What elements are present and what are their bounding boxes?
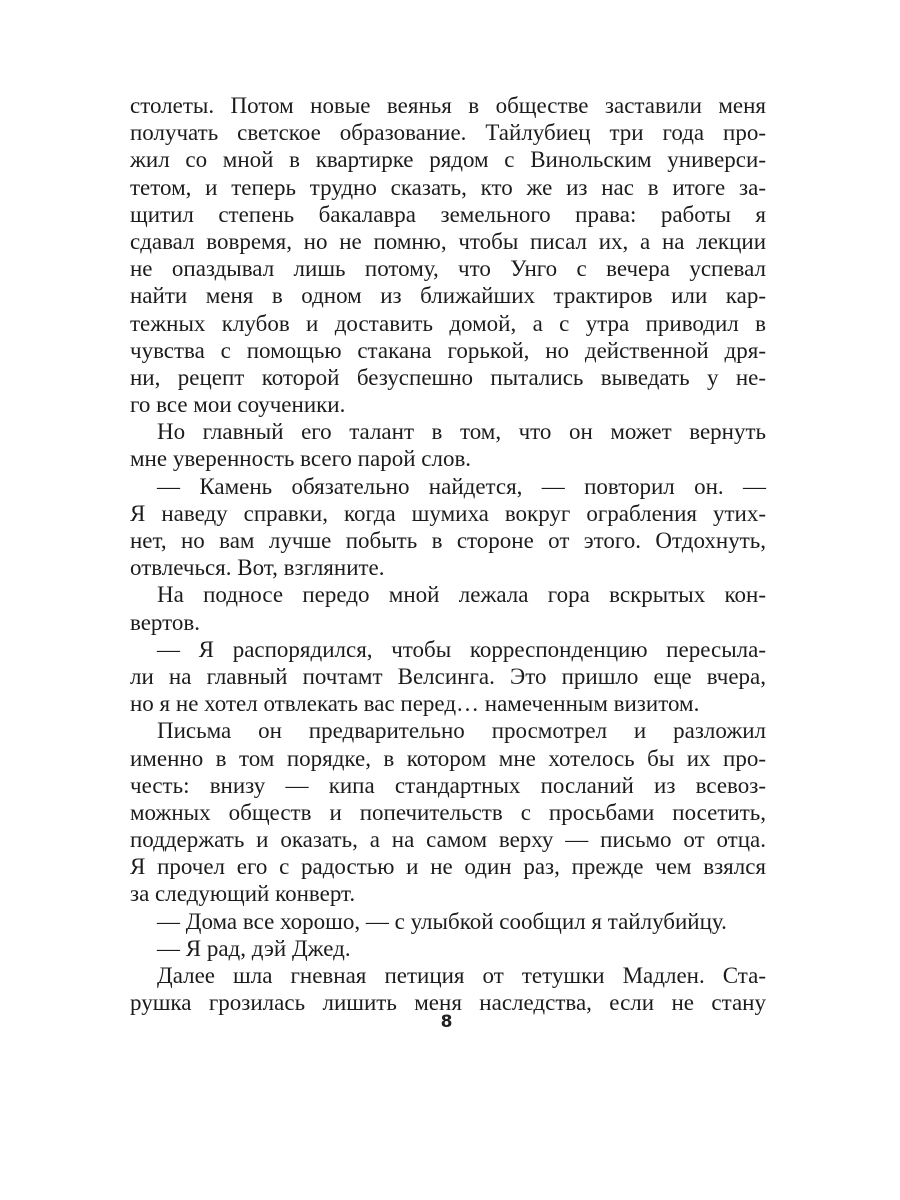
text-line: ли на главный почтамт Велсинга. Это пришло еще вчера, xyxy=(130,663,766,689)
text-line: мне уверенность всего парой слов. xyxy=(130,446,472,472)
page-body-text xyxy=(130,92,766,1016)
text-line: но я не хотел отвлекать вас перед… намеченным визитом. xyxy=(130,691,700,717)
text-line: На подносе передо мной лежала гора вскрытых кон- xyxy=(157,582,766,608)
text-line: ни, рецепт которой безуспешно пытались выведать у не- xyxy=(130,364,766,390)
text-line: рушка грозилась лишить меня наследства, если не стану xyxy=(130,990,766,1016)
text-line: именно в том порядке, в котором мне хотелось бы их про- xyxy=(130,745,766,771)
text-line: столеты. Потом новые веянья в обществе заставили меня xyxy=(130,93,766,118)
text-line: — Дома все хорошо, — с улыбкой сообщил я тайлубийцу. xyxy=(157,908,727,934)
text-line: честь: внизу — кипа стандартных посланий из всевоз- xyxy=(130,772,766,798)
text-line: жил со мной в квартирке рядом с Винольским универси- xyxy=(130,147,766,173)
text-line: Но главный его талант в том, что он может вернуть xyxy=(157,419,766,445)
text-line: вертов. xyxy=(130,609,200,635)
text-line: тежных клубов и доставить домой, а с утра приводил в xyxy=(130,310,766,336)
text-line: за следующий конверт. xyxy=(130,881,356,907)
text-line: найти меня в одном из ближайших трактиров или кар- xyxy=(130,283,766,309)
text-line: отвлечься. Вот, взгляните. xyxy=(130,555,385,581)
text-line: Я прочел его с радостью и не один раз, прежде чем взялся xyxy=(130,854,766,880)
text-line: го все мои соученики. xyxy=(130,392,346,418)
text-line: Далее шла гневная петиция от тетушки Мадлен. Ста- xyxy=(157,963,766,988)
text-line: можных обществ и попечительств с просьбами посетить, xyxy=(130,799,766,825)
text-line: щитил степень бакалавра земельного права: работы я xyxy=(130,201,766,227)
page-number: 8 xyxy=(440,1012,453,1032)
text-line: Я наведу справки, когда шумиха вокруг ограбления утих- xyxy=(130,500,766,526)
text-line: — Я распорядился, чтобы корреспонденцию пересыла- xyxy=(157,636,766,662)
text-line: получать светское образование. Тайлубиец три года про- xyxy=(130,120,766,146)
text-line: Письма он предварительно просмотрел и разложил xyxy=(157,718,766,744)
text-line: поддержать и оказать, а на самом верху — письмо от отца. xyxy=(130,827,766,853)
text-line: тетом, и теперь трудно сказать, кто же из нас в итоге за- xyxy=(130,174,766,200)
text-line: чувства с помощью стакана горькой, но действенной дря- xyxy=(130,337,766,363)
text-line: не опаздывал лишь потому, что Унго с вечера успевал xyxy=(130,256,766,282)
text-line: сдавал вовремя, но не помню, чтобы писал их, а на лекции xyxy=(130,228,766,254)
text-line: — Я рад, дэй Джед. xyxy=(157,935,351,961)
text-line: — Камень обязательно найдется, — повторил он. — xyxy=(157,473,766,499)
text-line: нет, но вам лучше побыть в стороне от этого. Отдохнуть, xyxy=(130,528,766,553)
